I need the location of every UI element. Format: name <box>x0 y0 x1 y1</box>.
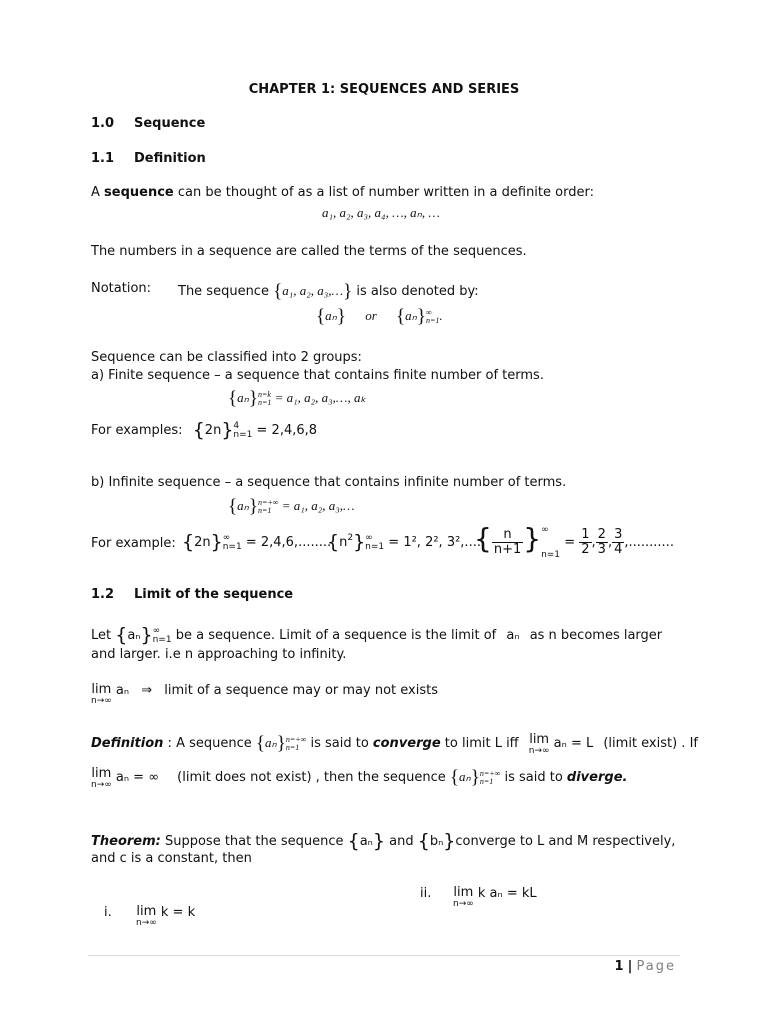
terms-sentence: The numbers in a sequence are called the terms of the sequences. <box>91 244 527 259</box>
section-title: Definition <box>134 151 206 166</box>
converge-term: converge <box>372 736 441 751</box>
sequence-term: sequence <box>104 185 174 200</box>
infinite-sequence-text: b) Infinite sequence – a sequence that contains infinite number of terms. <box>91 475 567 490</box>
page-label: Page <box>636 959 676 974</box>
section-title: Limit of the sequence <box>134 587 294 602</box>
theorem-line-2: and c is a constant, then <box>91 851 252 866</box>
notation-text: The sequence {a₁, a₂, a₃,…} is also denoted by: <box>178 281 479 302</box>
footer-rule <box>88 955 680 956</box>
definition-sentence: A sequence can be thought of as a list of number written in a definite order: <box>91 185 594 200</box>
theorem-item-i-number: i. <box>104 905 112 920</box>
theorem-item-i: lim n→∞ k = k <box>136 904 196 928</box>
section-number: 1.2 <box>91 587 115 602</box>
theorem-item-ii-number: ii. <box>420 886 432 901</box>
finite-example: For examples: {2n} 4 n=1 = 2,4,6,8 <box>91 419 318 441</box>
diverge-term: diverge. <box>566 770 628 785</box>
limit-definition-line-2: lim n→∞ aₙ = ∞ (limit does not exist) , then the sequence {aₙ} n=+∞ n=1 is said to diverge. <box>91 766 628 790</box>
page-number: 1 <box>614 959 624 974</box>
finite-sequence-text: a) Finite sequence – a sequence that contains finite number of terms. <box>91 368 544 383</box>
limit-notation: lim n→∞ aₙ ⇒ limit of a sequence may or may not exists <box>91 682 438 706</box>
notation-forms: {aₙ} or {aₙ} ∞ n=1 . <box>316 306 443 327</box>
page-footer: 1 | Page <box>614 959 676 974</box>
definition-label: Definition <box>91 736 164 751</box>
limit-intro-line-2: and larger. i.e n approaching to infinity. <box>91 647 347 662</box>
infinite-example-3: { $\frac{n}{n+1}$ } ∞ n=1 = $\frac{1}{2}$ , $\frac{2}{3}$ , $\frac{3}{4}$ ,........... <box>474 522 674 560</box>
theorem-item-ii: lim n→∞ k aₙ = kL <box>453 885 537 909</box>
section-number: 1.1 <box>91 151 115 166</box>
infinite-example-2: $\{n^2\}$ ∞ n=1 = 1², 2², 3²,..... <box>327 531 486 553</box>
section-title: Sequence <box>134 116 206 131</box>
infinite-example-label: For example: <box>91 536 176 551</box>
limit-intro-line-1: Let {aₙ} ∞ n=1 be a sequence. Limit of a sequence is the limit of aₙ as n becomes larger <box>91 624 663 646</box>
chapter-title: CHAPTER 1: SEQUENCES AND SERIES <box>248 82 520 97</box>
limit-definition-line-1: Definition : A sequence {aₙ} n=+∞ n=1 is said to converge to limit L iff lim n→∞ aₙ = L (limit exist) . If <box>91 732 698 756</box>
theorem-label: Theorem: <box>91 834 161 849</box>
sequence-list-formula: a₁, a₂, a₃, a₄, …, aₙ, … <box>322 205 440 220</box>
finite-sequence-formula: {aₙ} n=k n=1 = a₁, a₂, a₃,…, aₖ <box>228 388 367 409</box>
infinite-sequence-formula: {aₙ} n=+∞ n=1 = a₁, a₂, a₃,… <box>228 496 355 517</box>
infinite-example-1: {2n} ∞ n=1 = 2,4,6,........ <box>182 531 332 553</box>
section-number: 1.0 <box>91 116 115 131</box>
theorem-line-1: Theorem: Suppose that the sequence {aₙ} and {bₙ}converge to L and M respectively, <box>91 830 676 852</box>
groups-intro: Sequence can be classified into 2 groups: <box>91 350 362 365</box>
notation-label: Notation: <box>91 281 152 296</box>
